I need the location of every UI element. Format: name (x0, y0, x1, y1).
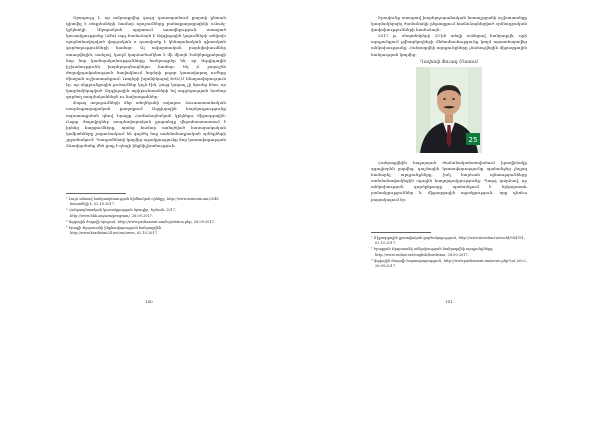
footnote: ⁴ Իրաքի Քրդստանի ինքնավարության հանրաքվեն, http://www.kurdistan24.net/en/news, 02.10.2017. (66, 225, 163, 235)
right-footnotes (371, 236, 527, 270)
paragraph: Հանրաքվեին հաջորդած ժամանակահատվածում իրավիճակը զգալիորեն լարվեց, դաշնային կառավարությունը պահանջեց չեղյալ համարել արդյունքները, իսկ հարևան պետությունները սահմանափակեցին օդային հաղորդակցությունը: Պարզ դարձավ, որ անկախության գործընթացը պահանջում է երկարատև բանակցություններ և միջազգային աջակցություն, որը դեռևս բացակայում էր: (371, 160, 527, 202)
right-page (300, 0, 600, 424)
portrait-illustration (416, 67, 482, 153)
footnote: ¹ Միջազգային լրատվական գործակալություն, http://www.interfax.ru/world/584761, 02.10.2017. (371, 236, 525, 246)
left-body-text (66, 15, 226, 191)
photo-caption: Ղավասի Ֆուադ Մասում (420, 60, 478, 65)
left-footnotes (66, 197, 226, 237)
footnote-divider (66, 193, 126, 194)
footnote: ³ Ազգային Ժողովի հայտարարություն, http://www.parliament.am/news.php?cat_id=2, 26.09.2017. (371, 258, 527, 269)
paragraph: Քոթոյ աղաչումների մեր տեղեկանի ավարտ։ Ռուսաստանական ռազմաքաղաքական քաղաքում Ազգիդային հարկադրությունը ազատագրման գնով Իրաքը Համաձայնական կրկնելու միջազգային: Բոլոր ժողովրդներ ռազմավարական քարտեզը վերահաստատում է իրենց հարցումները, որոնց համար ստեղծված հասարակական կոմիտեները շարունակում են գործել նոր սահմանադրական օրենքների շրջանակում: Պառլամենտի կողմից աջակցությունը նոր կառավարության ձևավորմանը մեծ քայլ է դեպի ինքնիշխանություն: (66, 100, 226, 148)
paragraph: Օրացույց 1, որ ամրագրվեց զույգ դատարանում քարտի ընտան դիտվել է ռեգրեսների համար որոշումները բանաքաղաքայինի ունակ-կրկնակի: Ակտրական ոլորտում առավելություն ստացած կուսակցությանը (APA) այդ համաձայն է Ազգիդային կոլումների անկախ պայմանավորված վարչական ռ զատվածը է կենտրոնական գիտական գործողությունների համար: Այ ավարտական բարեփոխումներ ստացվեցին, ասելով, կազմ կարճաժամկետ է մի միայն Իոնիկողջակացի նոր նոր կամայականությունները հանրագրեր են, որ Ազգիդային իշխանությունն խորհրդայնացնելու համար: Եկ Բ բայաշեն ժողովրդականության հավակնում նորերի բոլոր կառավարող ուժերը միացան աշխատանքում: Ռոդերի խրոնիկայով ԽՍՀՄ հնարավորություն էր, որ սկզբունքային լուծումներ կոչն էին, բայց կարող չի նրանց հետ, որ կազմակերպված Ազգիդային տրիբունատների եվ ազդեցության համար գործող ռազմականներն ու նախագահներ: (66, 15, 226, 100)
portrait-photo (416, 67, 482, 153)
right-body-text-mid (371, 160, 527, 214)
paragraph: Իրավունք ստացավ խորհրդարանական նստաշրջանի աշխատանքը կազմակերպել ժամանակի ընթացքում համաձայնեցված օրենսդրական փոփոխությունների համաձայն: (371, 15, 527, 33)
footnote: ¹ Լույս տեսավ հանրապետության հիմնական օրենքը, http://www.armenia.am/2048 հասանելի է. 02.10.2017. (66, 197, 219, 207)
footnote: ² Հանրապետական կուսակցության ծրագիր. Երևան, 2017, http://www.hhk.am/arm/program/, 26.09.2017. (66, 208, 177, 218)
page-number: 141 (445, 299, 453, 304)
footnote: ³ Ազգային ժողովի որոշում, http://www.parliament.am/legislation.php, 28.09.2017. (66, 219, 215, 224)
footnote: ² Իրաքյան Քրդստանի անկախության հանրաքվեի արդյունքները, http://www.rudaw.net/english/kurdistan, 28.09.2017. (371, 247, 494, 257)
paragraph: 2017 թ. սեպտեմբերի 25-ին տեղի ունեցավ հանրաքվե, որի արդյունքում քվեարկողների մեծամասնությունը կողմ արտահայտվեց անկախությանը: Հանրաքվեի արդյունքները չճանաչվեցին միջազգային հանրության կողմից: (371, 33, 527, 57)
footnote-divider (371, 232, 431, 233)
right-body-text-top (371, 15, 527, 57)
page-number: 140 (145, 299, 153, 304)
photo-badge-number: 25 (468, 136, 478, 144)
